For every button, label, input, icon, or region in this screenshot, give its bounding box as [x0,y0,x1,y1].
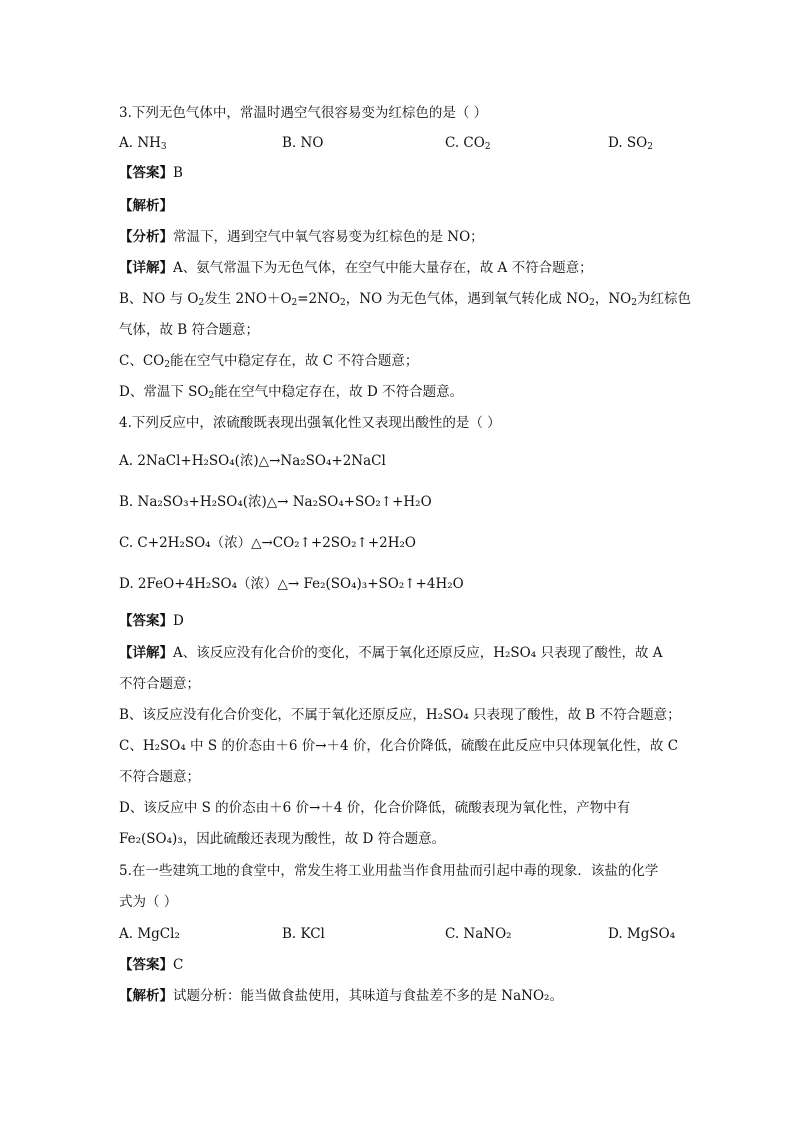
q3-stem: 3.下列无色气体中，常温时遇空气很容易变为红棕色的是（ ） [119,105,488,121]
q3-answer: 【答案】B [119,165,183,181]
q4-detail-d-cont: Fe₂(SO₄)₃，因此硫酸还表现为酸性，故 D 符合题意。 [119,831,446,847]
q3-detail-b-cont: 气体，故 B 符合题意； [119,322,260,338]
q3-detail-a: 【详解】A、氨气常温下为无色气体，在空气中能大量存在，故 A 不符合题意； [119,260,593,276]
q4-option-c: C. C+2H₂SO₄（浓）△→CO₂↑+2SO₂↑+2H₂O [119,535,416,551]
q5-answer: 【答案】C [119,957,184,973]
q5-option-d: D. MgSO₄ [608,926,676,942]
q4-detail-b: B、该反应没有化合价变化，不属于氧化还原反应，H₂SO₄ 只表现了酸性，故 B 不符合题意； [119,707,681,723]
q5-analysis: 【解析】试题分析：能当做食盐使用，其味道与食盐差不多的是 NaNO₂。 [119,988,563,1004]
q4-answer: 【答案】D [119,613,184,629]
q5-option-b: B. KCl [282,926,325,942]
q4-detail-d: D、该反应中 S 的价态由＋6 价→＋4 价，化合价降低，硫酸表现为氧化性，产物中有 [119,800,631,816]
q4-detail-a-cont: 不符合题意； [119,676,200,692]
q3-detail-d: D、常温下 $SO_2$能在空气中稳定存在，故 D 不符合题意。 [119,384,464,401]
q3-option-b: B. NO [282,135,324,151]
q3-fenxi: 【分析】常温下，遇到空气中氧气容易变为红棕色的是 NO； [119,229,484,245]
q5-option-a: A. MgCl₂ [119,926,180,942]
q3-option-d: D. $SO_2$ [608,135,653,152]
q5-option-c: C. NaNO₂ [445,926,512,942]
q3-option-c: C. $CO_2$ [445,135,491,152]
q3-option-a: A. $NH_3$ [119,135,167,152]
q4-option-d: D. 2FeO+4H₂SO₄（浓）△→ Fe₂(SO₄)₃+SO₂↑+4H₂O [119,576,464,592]
q3-detail-c: C、$CO_2$能在空气中稳定存在，故 C 不符合题意； [119,353,419,370]
q4-stem: 4.下列反应中，浓硫酸既表现出强氧化性又表现出酸性的是（ ） [119,415,501,431]
q3-detail-b: B、NO 与 $O_2$发生 $2NO+O_2=2NO_2$，NO 为无色气体，遇到氧气转化成 $NO_2$，$NO_2$为红棕色 [119,291,691,308]
q4-detail-c-cont: 不符合题意； [119,769,200,785]
q5-stem: 5.在一些建筑工地的食堂中，常发生将工业用盐当作食用盐而引起中毒的现象．该盐的化学 [119,863,659,879]
q4-option-a: A. 2NaCl+H₂SO₄(浓)△→Na₂SO₄+2NaCl [119,453,386,469]
q4-option-b: B. Na₂SO₃+H₂SO₄(浓)△→ Na₂SO₄+SO₂↑+H₂O [119,494,432,510]
q3-analysis-tag: 【解析】 [119,198,173,214]
q4-detail-a: 【详解】A、该反应没有化合价的变化，不属于氧化还原反应，H₂SO₄ 只表现了酸性，故 A [119,645,663,661]
q4-detail-c: C、H₂SO₄ 中 S 的价态由＋6 价→＋4 价，化合价降低，硫酸在此反应中只体现氧化性，故 C [119,738,679,754]
q5-stem-cont: 式为（ ） [119,894,178,910]
